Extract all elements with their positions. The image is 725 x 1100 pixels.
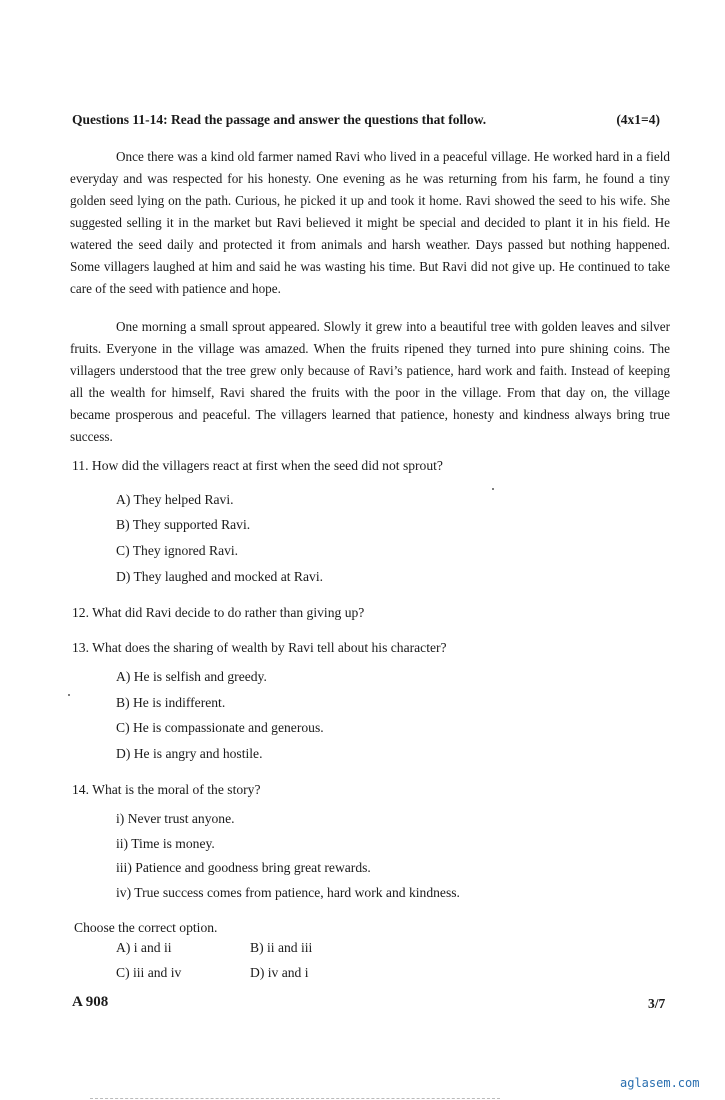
q14-statement-iii: iii) Patience and goodness bring great rewards.	[116, 860, 371, 875]
q14-option-d: D) iv and i	[250, 965, 309, 980]
paper-code: A 908	[72, 994, 109, 1010]
q11-option-b: B) They supported Ravi.	[116, 517, 251, 532]
page-number: 3/7	[648, 996, 666, 1011]
q13-option-b: B) He is indifferent.	[116, 695, 226, 710]
q14-option-b: B) ii and iii	[250, 940, 313, 955]
q14-statement-ii: ii) Time is money.	[116, 836, 215, 851]
question-11: 11. How did the villagers react at first when the seed did not sprout?	[72, 458, 443, 473]
question-14: 14. What is the moral of the story?	[72, 782, 261, 797]
passage-paragraph-2: One morning a small sprout appeared. Slowly it grew into a beautiful tree with golden leaves and silver fruits. Everyone in the village was amazed. When the fruits ripened they turned into pure shining coins. The villagers understood that the tree grew only because of Ravi’s patience, hard work and faith. Instead of keeping all the wealth for himself, Ravi shared the fruits with the poor in the village. From that day on, the village became prosperous and peaceful. The villagers learned that patience, honesty and kindness always bring true success.	[70, 319, 670, 444]
question-13: 13. What does the sharing of wealth by Ravi tell about his character?	[72, 640, 447, 655]
q11-option-d: D) They laughed and mocked at Ravi.	[116, 569, 323, 584]
q13-option-a: A) He is selfish and greedy.	[116, 669, 267, 684]
scan-speck	[68, 694, 70, 696]
watermark: aglasem.com	[620, 1076, 700, 1090]
q13-option-c: C) He is compassionate and generous.	[116, 720, 324, 735]
q13-option-d: D) He is angry and hostile.	[116, 746, 263, 761]
passage-paragraph-1: Once there was a kind old farmer named Ravi who lived in a peaceful village. He worked hard in a field everyday and was respected for his honesty. One evening as he was returning from his farm, he found a tiny golden seed lying on the path. Curious, he picked it up and took it home. Ravi showed the seed to his wife. She suggested selling it in the market but Ravi believed it might be special and decided to plant it in his field. He watered the seed daily and protected it from animals and harsh weather. Days passed but nothing happened. Some villagers laughed at him and said he was wasting his time. But Ravi did not give up. He continued to take care of the seed with patience and hope.	[70, 149, 670, 296]
section-header	[72, 112, 672, 128]
scan-speck	[492, 488, 494, 490]
q14-option-a: A) i and ii	[116, 940, 172, 955]
q11-option-a: A) They helped Ravi.	[116, 492, 234, 507]
section-title: Questions 11-14: Read the passage and answer the questions that follow.	[72, 112, 487, 127]
section-marks: (4x1=4)	[616, 112, 660, 127]
q14-statement-iv: iv) True success comes from patience, hard work and kindness.	[116, 885, 460, 900]
q14-option-c: C) iii and iv	[116, 965, 182, 980]
q14-choose-prompt: Choose the correct option.	[74, 920, 218, 935]
q14-statement-i: i) Never trust anyone.	[116, 811, 235, 826]
question-12: 12. What did Ravi decide to do rather than giving up?	[72, 605, 365, 620]
q11-option-c: C) They ignored Ravi.	[116, 543, 239, 558]
